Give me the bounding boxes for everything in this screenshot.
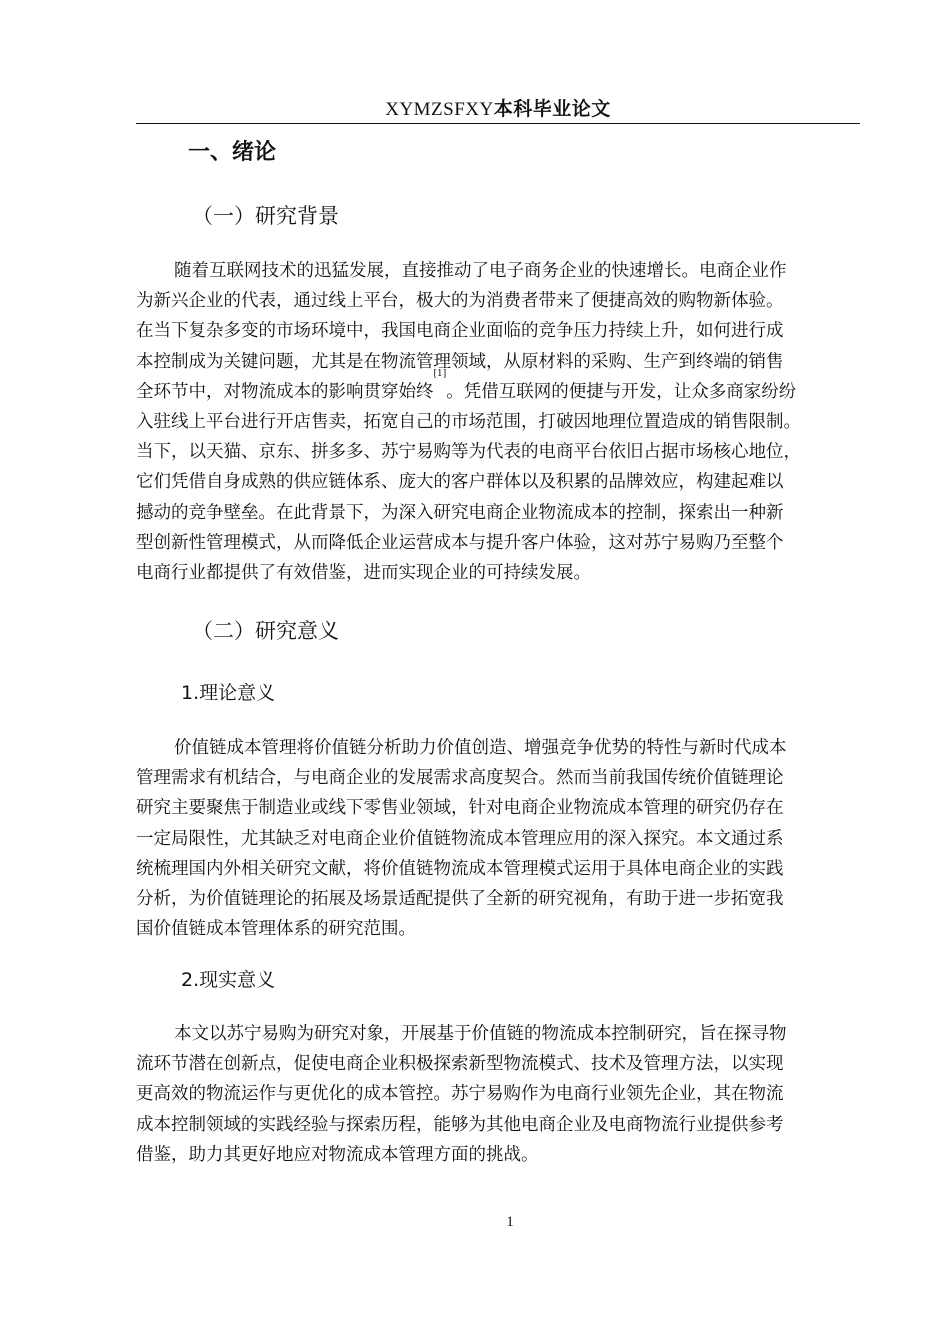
paragraph-line: 入驻线上平台进行开店售卖，拓宽自己的市场范围，打破因地理位置造成的销售限制。 bbox=[136, 411, 801, 432]
chapter-title: 一、绪论 bbox=[188, 140, 277, 165]
section-title-background: （一）研究背景 bbox=[192, 204, 339, 228]
paragraph-line: 型创新性管理模式，从而降低企业运营成本与提升客户体验，这对苏宁易购乃至整个 bbox=[136, 532, 784, 553]
header-title: 本科毕业论文 bbox=[493, 98, 611, 120]
paragraph-line: 借鉴，助力其更好地应对物流成本管理方面的挑战。 bbox=[136, 1144, 539, 1165]
line-text: 。凭借互联网的便捷与开发，让众多商家纷纷 bbox=[446, 381, 797, 402]
paragraph-line: 本文以苏宁易购为研究对象，开展基于价值链的物流成本控制研究，旨在探寻物 bbox=[174, 1024, 787, 1044]
page-number: 1 bbox=[506, 1214, 514, 1230]
paragraph-line: 分析，为价值链理论的拓展及场景适配提供了全新的研究视角，有助于进一步拓宽我 bbox=[136, 888, 784, 909]
paragraph-line: 更高效的物流运作与更优化的成本管控。苏宁易购作为电商行业领先企业，其在物流 bbox=[136, 1084, 784, 1105]
theory-paragraph bbox=[136, 733, 860, 944]
paragraph-line: 统梳理国内外相关研究文献，将价值链物流成本管理模式运用于具体电商企业的实践 bbox=[136, 858, 784, 879]
paragraph-line: 随着互联网技术的迅猛发展，直接推动了电子商务企业的快速增长。电商企业作 bbox=[174, 261, 787, 281]
line-text: 全环节中，对物流成本的影响贯穿始终 bbox=[136, 381, 434, 402]
paragraph-line-with-citation bbox=[136, 368, 860, 407]
practice-paragraph bbox=[136, 1019, 860, 1170]
paragraph-line: 成本控制领域的实践经验与探索历程，能够为其他电商企业及电商物流行业提供参考 bbox=[136, 1114, 784, 1135]
paragraph-line: 管理需求有机结合，与电商企业的发展需求高度契合。然而当前我国传统价值链理论 bbox=[136, 768, 784, 789]
section-title-significance: （二）研究意义 bbox=[192, 619, 339, 643]
background-paragraph bbox=[136, 256, 860, 588]
paragraph-line: 一定局限性，尤其缺乏对电商企业价值链物流成本管理应用的深入探究。本文通过系 bbox=[136, 828, 784, 849]
subsection-title-practice: 2.现实意义 bbox=[181, 969, 276, 991]
paragraph-line: 撼动的竞争壁垒。在此背景下，为深入研究电商企业物流成本的控制，探索出一种新 bbox=[136, 502, 784, 523]
paragraph-line: 为新兴企业的代表，通过线上平台，极大的为消费者带来了便捷高效的购物新体验。 bbox=[136, 291, 784, 312]
paragraph-line: 电商行业都提供了有效借鉴，进而实现企业的可持续发展。 bbox=[136, 562, 591, 583]
header-code: XYMZSFXY bbox=[385, 99, 494, 120]
paragraph-line: 当下，以天猫、京东、拼多多、苏宁易购等为代表的电商平台依旧占据市场核心地位， bbox=[136, 442, 801, 463]
paragraph-line: 国价值链成本管理体系的研究范围。 bbox=[136, 919, 416, 940]
paragraph-line: 流环节潜在创新点，促使电商企业积极探索新型物流模式、技术及管理方法，以实现 bbox=[136, 1054, 784, 1075]
paragraph-line: 价值链成本管理将价值链分析助力价值创造、增强竞争优势的特性与新时代成本 bbox=[174, 738, 787, 758]
subsection-title-theory: 1.理论意义 bbox=[181, 682, 276, 704]
paragraph-line: 它们凭借自身成熟的供应链体系、庞大的客户群体以及积累的品牌效应，构建起难以 bbox=[136, 472, 784, 493]
paragraph-line: 研究主要聚焦于制造业或线下零售业领域，针对电商企业物流成本管理的研究仍存在 bbox=[136, 798, 784, 819]
running-header bbox=[136, 96, 860, 122]
paragraph-line: 本控制成为关键问题，尤其是在物流管理领域，从原材料的采购、生产到终端的销售 bbox=[136, 351, 784, 372]
citation-marker[interactable]: [1] bbox=[433, 368, 447, 379]
paragraph-line: 在当下复杂多变的市场环境中，我国电商企业面临的竞争压力持续上升，如何进行成 bbox=[136, 321, 784, 342]
header-rule bbox=[136, 123, 860, 124]
